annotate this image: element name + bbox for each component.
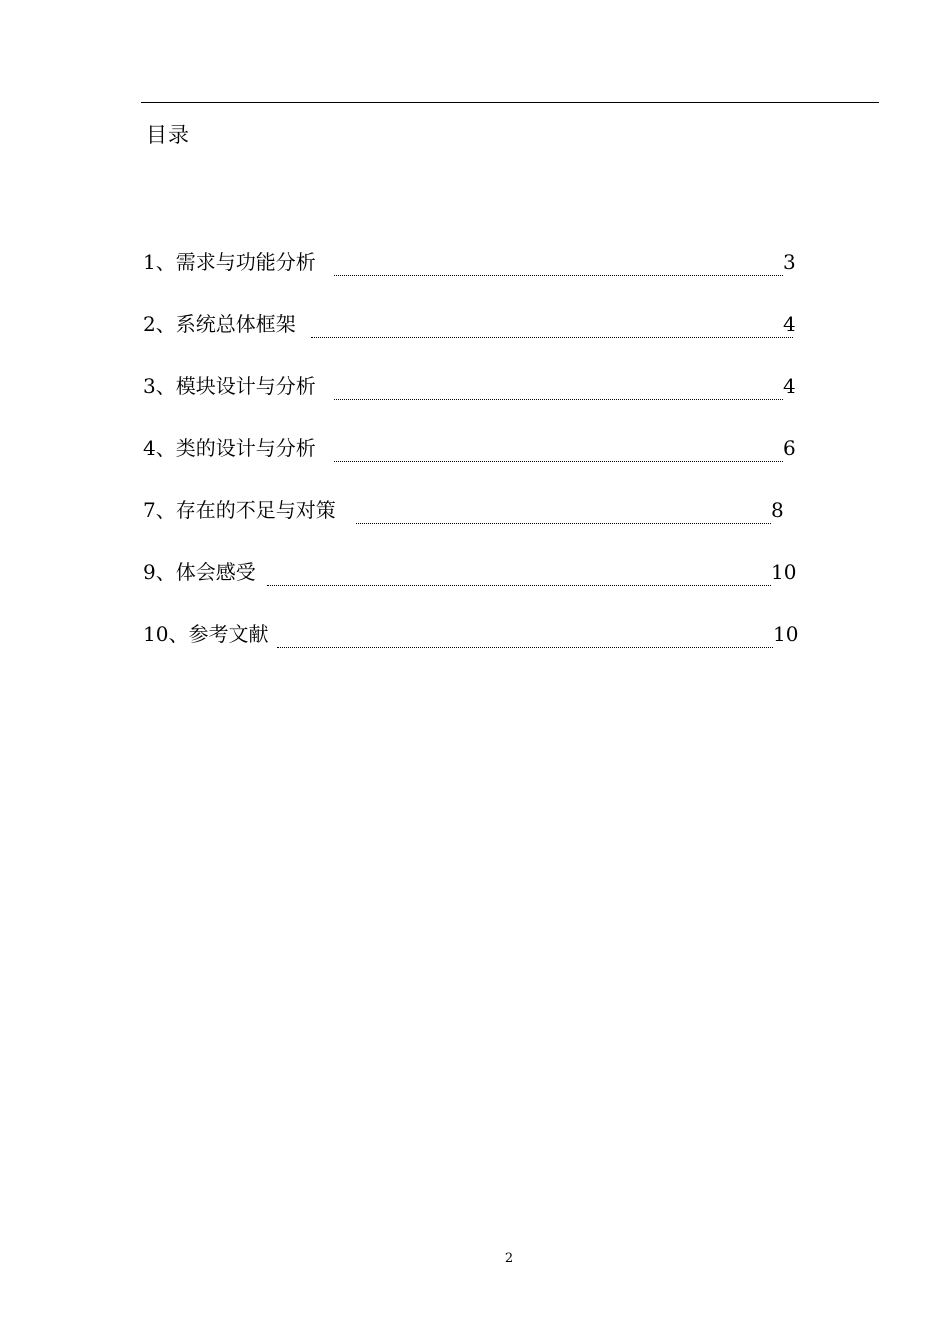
toc-leader-dots [356,523,771,524]
toc-entry-page: 8 [771,498,784,522]
toc-leader-dots [334,399,783,400]
toc-entry-label: 2、系统总体框架 [143,312,296,336]
toc-entry-label: 10、参考文献 [143,622,269,646]
toc-title: 目录 [146,123,190,147]
toc-leader-dots [334,461,783,462]
toc-leader-dots [334,275,783,276]
toc-leader-dots [267,585,771,586]
toc-entry-label: 3、模块设计与分析 [143,374,316,398]
toc-entry-label: 7、存在的不足与对策 [143,498,336,522]
toc-entry-label: 9、体会感受 [143,560,256,584]
toc-entry-page: 4 [783,312,796,336]
page-number: 2 [504,1251,514,1266]
toc-leader-dots [277,647,773,648]
toc-entry-page: 6 [783,436,796,460]
toc-entry-label: 1、需求与功能分析 [143,250,316,274]
toc-entry-page: 4 [783,374,796,398]
toc-entry-page: 3 [783,250,796,274]
toc-entry-page: 10 [771,560,797,584]
toc-entry-label: 4、类的设计与分析 [143,436,316,460]
header-rule [141,102,879,103]
toc-entry-page: 10 [773,622,799,646]
toc-leader-dots [311,337,793,338]
